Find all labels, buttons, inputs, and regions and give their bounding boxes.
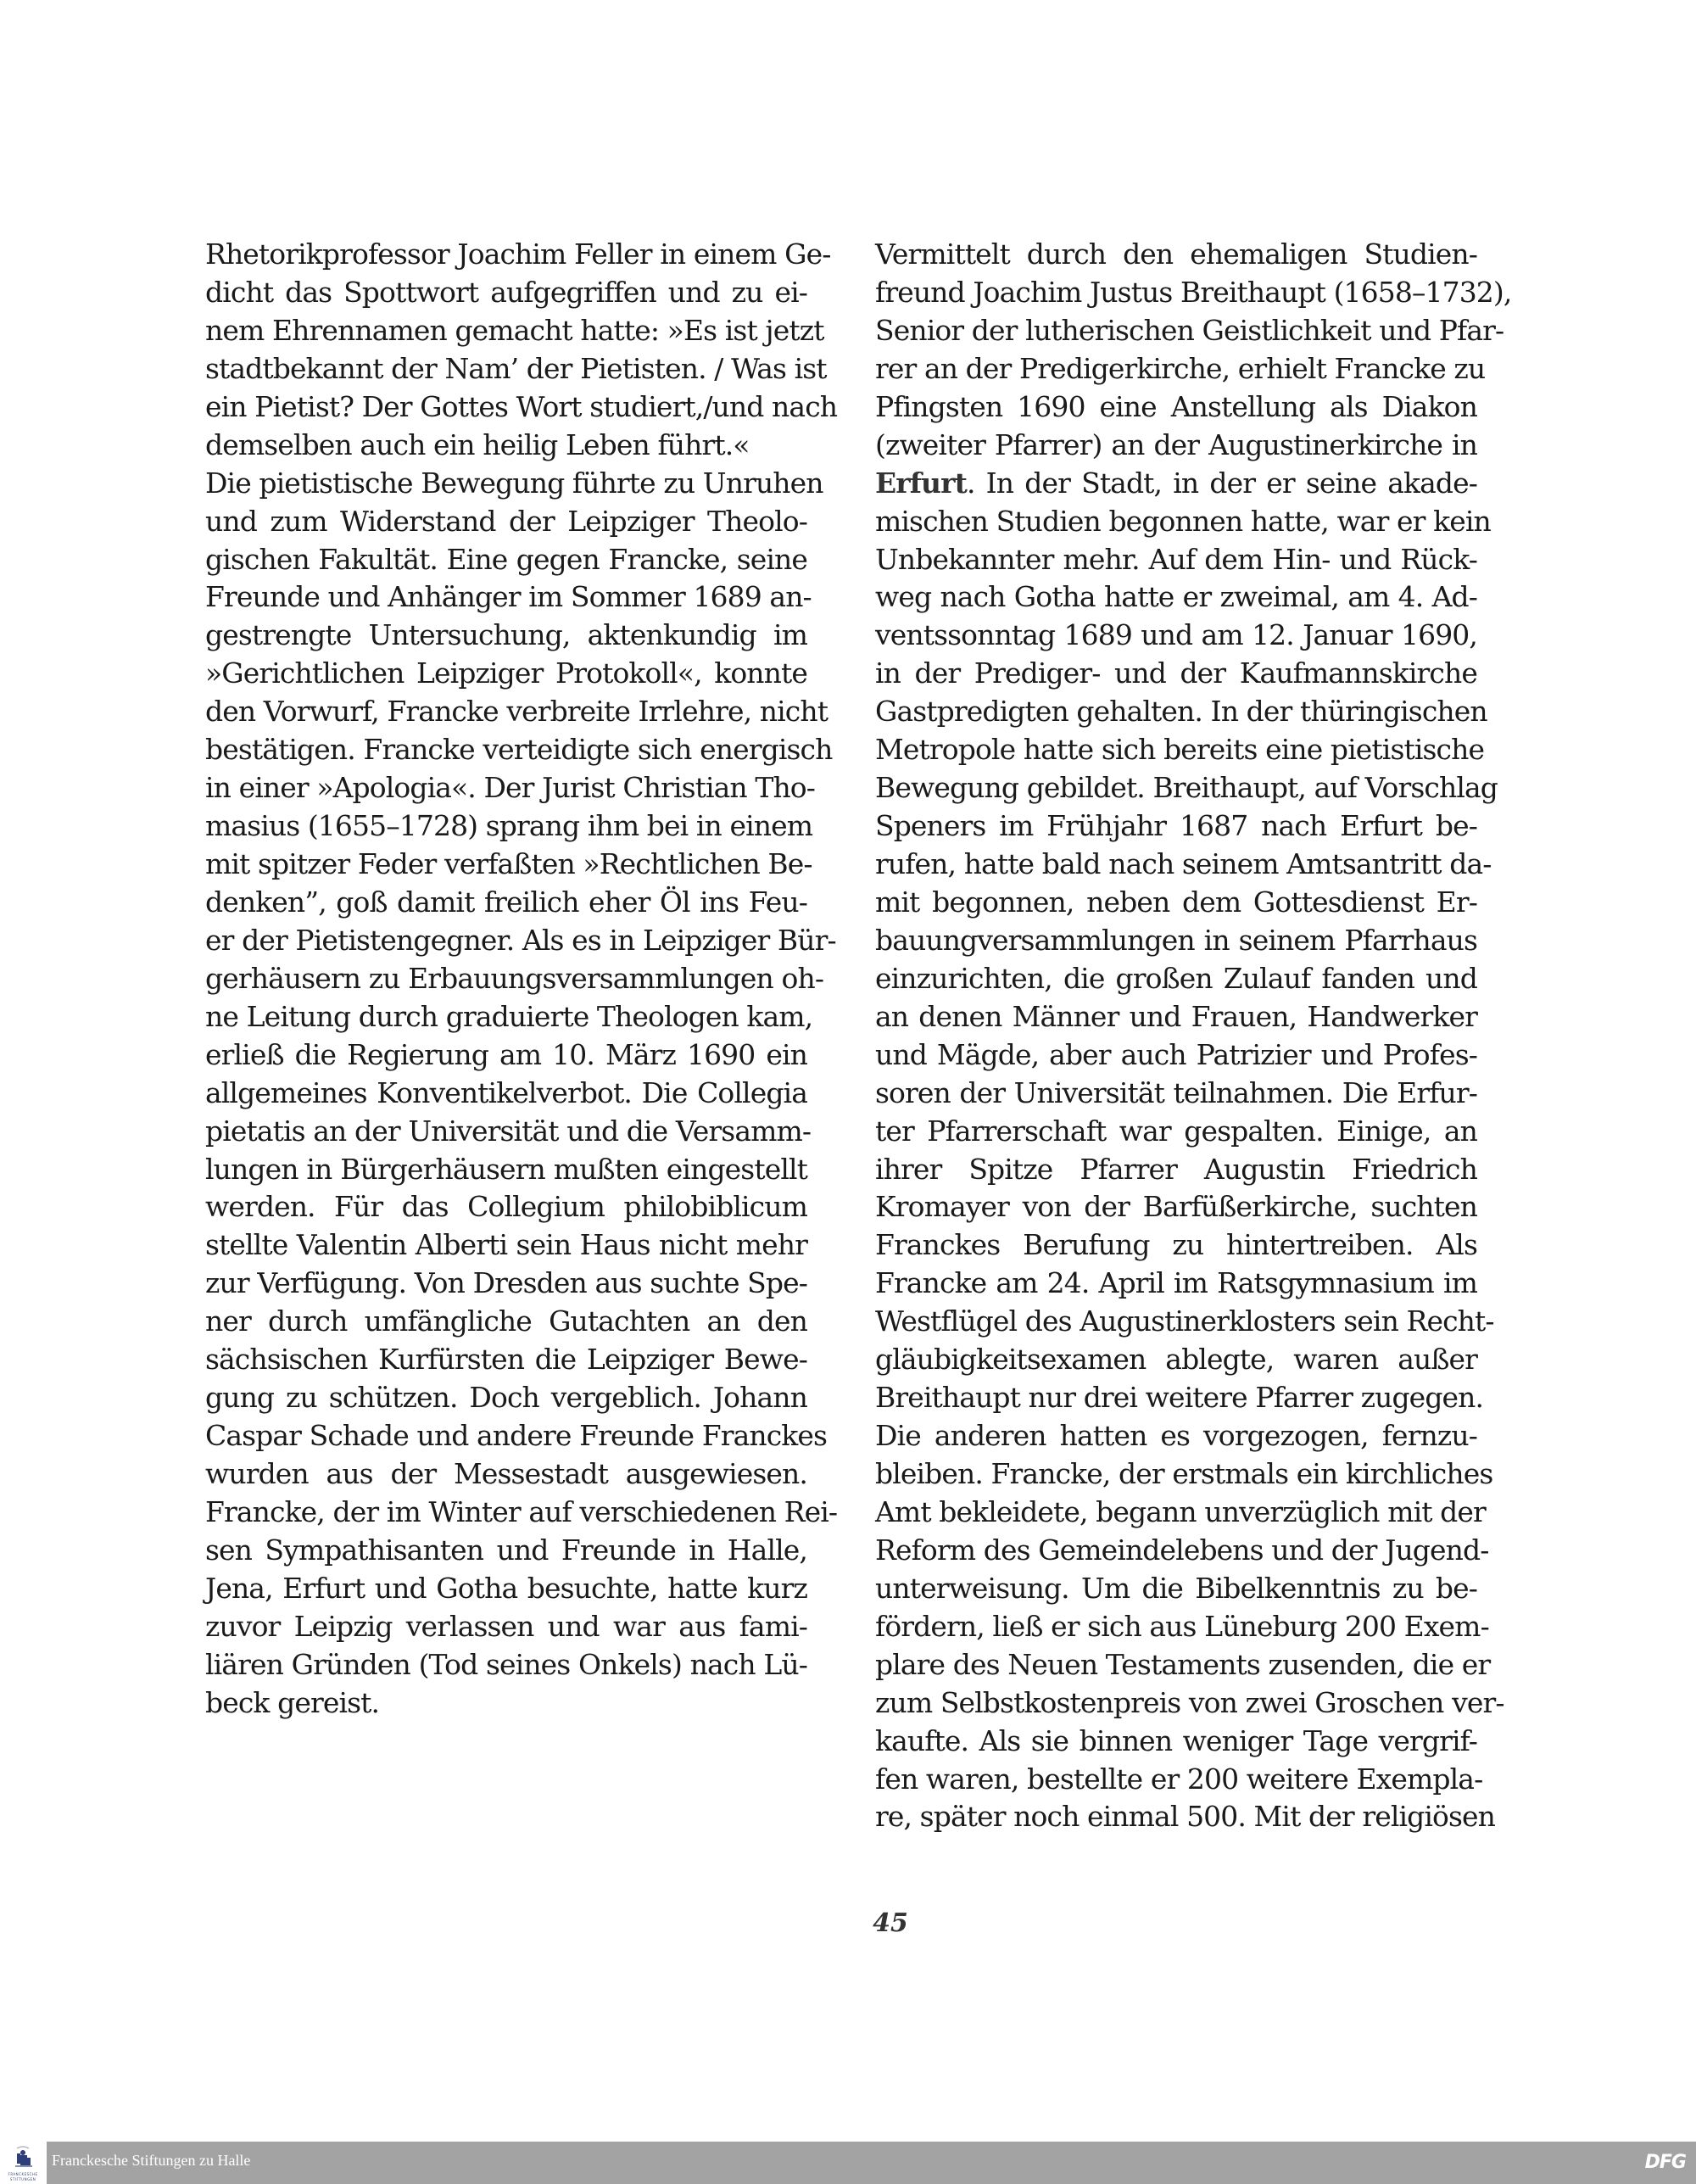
text-line: denken”, goß damit freilich eher Öl ins Feu- [205, 885, 807, 919]
text-line: unterweisung. Um die Bibelkenntnis zu be- [875, 1571, 1477, 1605]
text-line: einzurichten, die großen Zulauf fanden und [875, 961, 1477, 995]
text-line: Westflügel des Augustinerklosters sein Recht- [875, 1304, 1494, 1338]
text-line: Francke, der im Winter auf verschiedenen Rei- [205, 1494, 838, 1528]
text-line: Caspar Schade und andere Freunde Franckes [205, 1419, 828, 1453]
text-line: Francke am 24. April im Ratsgymnasium im [875, 1266, 1477, 1300]
text-line: ventssonntag 1689 und am 12. Januar 1690, [875, 618, 1477, 652]
text-line: Speners im Frühjahr 1687 nach Erfurt be- [875, 809, 1477, 843]
text-line: gischen Fakultät. Eine gegen Francke, seine [205, 542, 807, 576]
right-text-column [875, 236, 1512, 1836]
text-line: fördern, ließ er sich aus Lüneburg 200 Exem- [875, 1609, 1489, 1643]
text-line: liären Gründen (Tod seines Onkels) nach Lü- [205, 1647, 807, 1681]
text-line: Gastpredigten gehalten. In der thüringischen [875, 695, 1487, 729]
text-line: in einer »Apologia«. Der Jurist Christian Tho- [205, 771, 816, 805]
text-line: Die anderen hatten es vorgezogen, fernzu- [875, 1419, 1477, 1453]
text-line: Amt bekleidete, begann unverzüglich mit der [875, 1494, 1486, 1528]
text-line: kaufte. Als sie binnen weniger Tage vergrif- [875, 1723, 1477, 1757]
text-line: freund Joachim Justus Breithaupt (1658–1732), [875, 275, 1512, 309]
text-line: dicht das Spottwort aufgegriffen und zu ei- [205, 275, 807, 309]
text-line: und Mägde, aber auch Patrizier und Profes- [875, 1037, 1477, 1071]
page-number: 45 [873, 1908, 908, 1938]
text-line: Pfingsten 1690 eine Anstellung als Diakon [875, 389, 1477, 423]
text-line: masius (1655–1728) sprang ihm bei in einem [205, 809, 813, 843]
text-line: mit spitzer Feder verfaßten »Rechtlichen Be- [205, 847, 812, 880]
text-line: erließ die Regierung am 10. März 1690 ein [205, 1037, 807, 1071]
text-line: gerhäusern zu Erbauungsversammlungen oh- [205, 961, 824, 995]
text-line: stellte Valentin Alberti sein Haus nicht mehr [205, 1228, 807, 1262]
text-line: stadtbekannt der Nam’ der Pietisten. / Was ist [205, 351, 827, 385]
text-line: gung zu schützen. Doch vergeblich. Johann [205, 1381, 807, 1415]
text-line: sen Sympathisanten und Freunde in Halle, [205, 1533, 807, 1567]
text-line: nem Ehrennamen gemacht hatte: »Es ist jetzt [205, 313, 824, 347]
text-line: bauungversammlungen in seinem Pfarrhaus [875, 923, 1477, 957]
text-line: zuvor Leipzig verlassen und war aus fami- [205, 1609, 807, 1643]
text-line: ihrer Spitze Pfarrer Augustin Friedrich [875, 1152, 1477, 1186]
text-line: ne Leitung durch graduierte Theologen kam, [205, 999, 813, 1033]
text-line: Senior der lutherischen Geistlichkeit und Pfar- [875, 313, 1504, 347]
logo-label-line1: FRANCKESCHE [8, 2172, 38, 2176]
text-line: demselben auch ein heilig Leben führt.« [205, 427, 750, 461]
text-line: er der Pietistengegner. Als es in Leipziger Bür- [205, 923, 836, 957]
footer-bar [47, 2142, 1696, 2184]
text-line: re, später noch einmal 500. Mit der religiösen [875, 1800, 1496, 1834]
text-line: Metropole hatte sich bereits eine pietistische [875, 733, 1485, 767]
text-line: werden. Für das Collegium philobiblicum [205, 1190, 807, 1224]
text-line: (zweiter Pfarrer) an der Augustinerkirche in [875, 427, 1477, 461]
text-line: Bewegung gebildet. Breithaupt, auf Vorschlag [875, 771, 1498, 805]
text-line: bestätigen. Francke verteidigte sich energisch [205, 733, 833, 767]
text-line: rer an der Predigerkirche, erhielt Francke zu [875, 351, 1486, 385]
text-line: an denen Männer und Frauen, Handwerker [875, 999, 1477, 1033]
text-line: Freunde und Anhänger im Sommer 1689 an- [205, 580, 812, 614]
text-line: in der Prediger- und der Kaufmannskirche [875, 656, 1477, 690]
text-line: gestrengte Untersuchung, aktenkundig im [205, 618, 807, 652]
text-line: Reform des Gemeindelebens und der Jugend- [875, 1533, 1489, 1567]
text-line: zum Selbstkostenpreis von zwei Groschen ver- [875, 1685, 1504, 1719]
text-line: lungen in Bürgerhäusern mußten eingestellt [205, 1152, 807, 1186]
founder-figure-icon [2, 2146, 44, 2171]
text-line: Unbekannter mehr. Auf dem Hin- und Rück- [875, 542, 1477, 576]
text-line: zur Verfügung. Von Dresden aus suchte Spe- [205, 1266, 807, 1300]
text-line: den Vorwurf, Francke verbreite Irrlehre, nicht [205, 695, 828, 729]
text-line: mischen Studien begonnen hatte, war er kein [875, 504, 1491, 538]
franckesche-stiftungen-logo [2, 2146, 44, 2184]
institution-link[interactable]: Franckesche Stiftungen zu Halle [52, 2152, 251, 2169]
left-text-column [205, 236, 838, 1723]
text-line: sächsischen Kurfürsten die Leipziger Bewe- [205, 1343, 807, 1377]
text-line: ein Pietist? Der Gottes Wort studiert,/und nach [205, 389, 838, 423]
text-line: »Gerichtlichen Leipziger Protokoll«, konnte [205, 656, 807, 690]
text-line: Jena, Erfurt und Gotha besuchte, hatte kurz [205, 1571, 807, 1605]
text-line: Vermittelt durch den ehemaligen Studien- [875, 237, 1477, 271]
text-line: beck gereist. [205, 1685, 380, 1719]
text-line [875, 465, 1477, 503]
text-line: Franckes Berufung zu hintertreiben. Als [875, 1228, 1477, 1262]
dfg-logo: DFG [1644, 2152, 1686, 2173]
logo-label-line2: STIFTUNGEN [9, 2177, 36, 2181]
text-line: Rhetorikprofessor Joachim Feller in einem Ge- [205, 237, 831, 271]
text-line: ter Pfarrerschaft war gespalten. Einige, an [875, 1114, 1477, 1148]
text-line: soren der Universität teilnahmen. Die Erfur- [875, 1075, 1477, 1109]
text-line: ner durch umfängliche Gutachten an den [205, 1304, 807, 1338]
text-line: plare des Neuen Testaments zusenden, die er [875, 1647, 1491, 1681]
text-line: Breithaupt nur drei weitere Pfarrer zugegen. [875, 1381, 1484, 1415]
text-line-rest: . In der Stadt, in der er seine akade- [966, 466, 1477, 500]
text-line: Kromayer von der Barfüßerkirche, suchten [875, 1190, 1477, 1224]
text-line: und zum Widerstand der Leipziger Theolo- [205, 504, 807, 538]
text-line: wurden aus der Messestadt ausgewiesen. [205, 1457, 807, 1490]
text-line: weg nach Gotha hatte er zweimal, am 4. Ad- [875, 580, 1477, 614]
highlighted-place-name[interactable]: Erfurt [875, 466, 967, 500]
text-line: rufen, hatte bald nach seinem Amtsantritt da- [875, 847, 1492, 880]
text-line: Die pietistische Bewegung führte zu Unruhen [205, 466, 823, 500]
text-line: bleiben. Francke, der erstmals ein kirchliches [875, 1457, 1493, 1490]
text-line: gläubigkeitsexamen ablegte, waren außer [875, 1343, 1477, 1377]
text-line: fen waren, bestellte er 200 weitere Exempla- [875, 1762, 1483, 1796]
text-line: allgemeines Konventikelverbot. Die Collegia [205, 1075, 807, 1109]
text-line: pietatis an der Universität und die Versamm- [205, 1114, 812, 1148]
text-line: mit begonnen, neben dem Gottesdienst Er- [875, 885, 1477, 919]
